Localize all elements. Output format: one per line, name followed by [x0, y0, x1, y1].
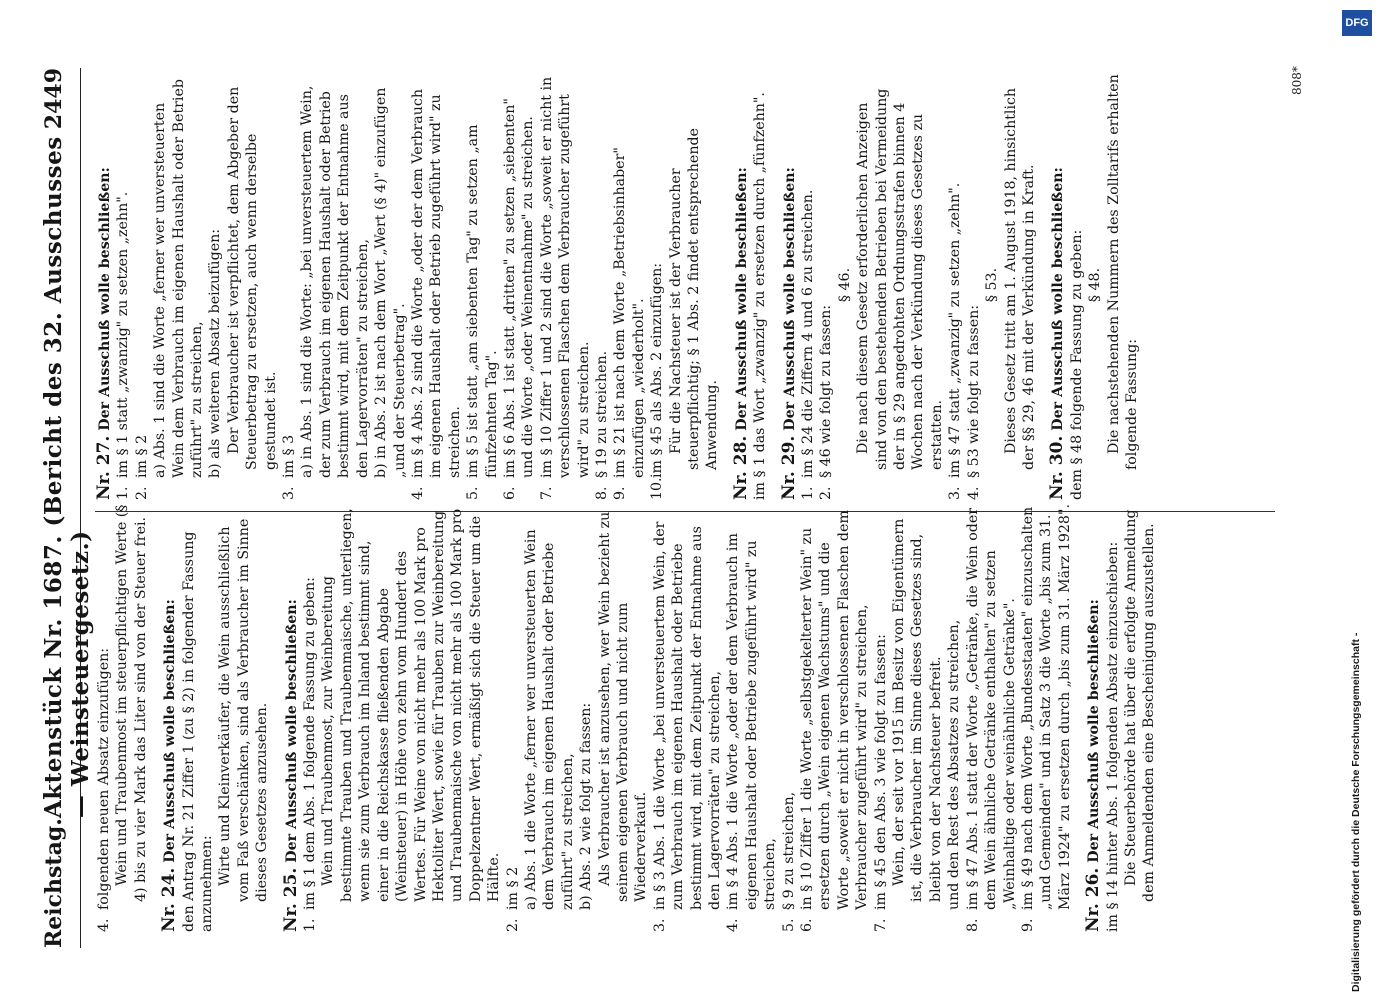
list-item: 5. § 9 zu streichen, [780, 502, 798, 932]
item-text: im § 47 statt „zwanzig" zu setzen „zehn". [947, 182, 964, 478]
section-number: Nr. 29. [778, 435, 799, 500]
section-intro: Der Ausschuß wolle beschließen: [97, 167, 113, 431]
item-text: im § 6 Abs. 1 ist statt „dritten" zu setzen „siebenten" und die Worte „oder Weinentnahme" zu streichen. [501, 98, 537, 478]
quote-text: Die nach diesem Gesetz erforderlichen Anzeigen sind von den bestehenden Betrieben bei Vermeidung der in § 29 angedrohten Ordnungsstrafen binnen 4 Wochen nach der Verkündung dieses Gesetzes zu erstatten. [855, 88, 945, 470]
item-text: im § 24 die Ziffern 4 und 6 zu streichen. [800, 189, 817, 478]
section-head [1084, 502, 1103, 932]
list-item: 5. im § 5 ist statt „am siebenten Tag" zu setzen „am fünfzehnten Tag". [464, 70, 501, 500]
list-item: 2. § 46 wie folgt zu fassen: [817, 70, 835, 500]
section-intro: Der Ausschuß wolle beschließen: [162, 599, 179, 863]
sub-item: a) in Abs. 1 sind die Worte: „bei unversteuertem Wein, der zum Verbrauch im eigenen Haushalt oder Betrieb bestimmt wird, mit dem Zeitpunkt der Entnahme aus den Lagervorräten" zu streichen, [299, 85, 371, 478]
section-number: Nr. 30. [1047, 435, 1068, 500]
section-head [780, 70, 799, 500]
left-column [95, 502, 1159, 932]
list-item: 4. im § 4 Abs. 2 sind die Worte „oder der dem Verbrauch im eigenen Haushalt oder Betrieb zugeführt wird" zu streichen. [409, 70, 464, 500]
item-text: im § 21 ist nach dem Worte „Betriebsinhaber" einzufügen „wiederholt". [612, 147, 647, 478]
sub-item: a) Abs. 1 sind die Worte „ferner wer unversteuerten Wein dem Verbrauch im eigenen Haushalt oder Betrieb zuführt" zu streichen, [152, 79, 206, 478]
item-text: im § 1 dem Abs. 1 folgende Fassung zu geben: [302, 577, 319, 910]
list-item: 2. im § 2 [133, 70, 151, 500]
item-text: § 53 wie folgt zu fassen: [965, 304, 982, 478]
side-note-text: Digitalisierung gefördert durch die Deutsche Forschungsgemeinschaft - [1350, 632, 1362, 992]
item-text: im § 2 [133, 434, 150, 478]
header-left: Reichstag. [41, 818, 67, 948]
quote-text: Wein und Traubenmost im steuerpflichtigen Werte (§ 4) bis zu vier Mark das Liter sind von der Steuer frei. [114, 504, 149, 902]
section-number: Nr. 28. [730, 435, 751, 500]
paragraph: den Antrag Nr. 21 Ziffer 1 (zu § 2) in folgender Fassung anzunehmen: [180, 531, 216, 932]
list-item: 8. § 19 zu streichen. [593, 70, 611, 500]
section-head [732, 70, 751, 500]
section-number: Nr. 27. [94, 435, 114, 500]
list-item: 6. im § 6 Abs. 1 ist statt „dritten" zu setzen „siebenten" und die Worte „oder Weinentnahme" zu streichen. [501, 70, 538, 500]
list-item: 8. im § 47 Abs. 1 statt der Worte „Getränke, die Wein oder dem Wein ähnliche Getränke enthalten" zu setzen „Weinhaltige oder weinähnliche Getränke". [964, 502, 1019, 932]
section-intro: Der Ausschuß wolle beschließen: [283, 599, 300, 863]
item-text: im § 3 [281, 434, 298, 478]
quote-text: Als Verbraucher ist anzusehen, wer Wein bezieht zu seinem eigenen Verbrauch und nicht zum Wiederverkauf. [596, 511, 650, 902]
paragraph-sign: § 48. [1087, 267, 1104, 303]
right-column [95, 70, 1141, 500]
sub-item: b) als weiteren Absatz beizufügen: [207, 228, 224, 478]
section-number: Nr. 25. [280, 867, 301, 932]
item-text: im § 45 als Abs. 2 einzufügen: [649, 262, 666, 478]
list-item: 4. im § 4 Abs. 1 die Worte „oder der dem Verbrauch im eigenen Haushalt oder Betriebe zugeführt wird" zu streichen, [724, 502, 779, 932]
paragraph: und den Rest des Absatzes zu streichen, [946, 619, 963, 910]
item-text: in § 3 Abs. 1 die Worte „bei unversteuertem Wein, der zum Verbrauch im eigenen Haushalt oder Betriebe bestimmt wird, mit dem Zeitpunkt der Entnahme aus den Lagervorräten" zu streichen, [651, 521, 723, 910]
item-number: 4. [96, 918, 112, 932]
list-item: 1. im § 24 die Ziffern 4 und 6 zu streichen. [799, 70, 817, 500]
item-text: § 46 wie folgt zu fassen: [818, 304, 835, 478]
paragraph: im § 14 hinter Abs. 1 folgenden Absatz einzuschieben: [1104, 541, 1121, 932]
dfg-logo-icon: DFG [1342, 10, 1372, 36]
paragraph-sign: § 46. [836, 267, 853, 303]
section-head [1048, 70, 1067, 500]
quote-text: Die nachstehenden Nummern des Zolltarifs erhalten folgende Fassung: [1105, 74, 1140, 470]
section-number: Nr. 26. [1083, 867, 1104, 932]
list-item: 7. im § 10 Ziffer 1 und 2 sind die Worte „soweit er nicht in verschlossenen Flaschen dem Verbraucher zugeführt wird" zu streichen. [538, 70, 593, 500]
sub-item: b) Abs. 2 wie folgt zu fassen: [578, 702, 595, 910]
quote-text: Wein, der seit vor 1915 im Besitz von Eigentümern ist, die Verbraucher im Sinne dieses Gesetzes sind, bleibt von der Nachsteuer befreit. [891, 518, 944, 902]
section-intro: Der Ausschuß wolle beschließen: [733, 167, 750, 431]
quote-text: Die Steuerbehörde hat über die erfolgte Anmeldung dem Anmeldenden eine Bescheinigung auszustellen. [1122, 509, 1158, 902]
list-item: 6. in § 10 Ziffer 1 die Worte „selbstgekelterter Wein" zu ersetzen durch „Wein eigenen Wachstums" und die Worte „soweit er nicht in verschlossenen Flaschen dem Verbraucher zugeführt wird" zu streichen, [798, 502, 872, 932]
item-text: im § 2 [504, 866, 521, 910]
item-text: im § 10 Ziffer 1 und 2 sind die Worte „soweit er nicht in verschlossenen Flaschen dem Verbraucher zugeführt wird" zu streichen. [538, 76, 592, 478]
list-item: 9. im § 21 ist nach dem Worte „Betriebsinhaber" einzufügen „wiederholt". [611, 70, 648, 500]
list-item: 9. im § 49 nach dem Worte „Bundesstaaten" einzuschalten „und Gemeinden" und in Satz 3 die Worte „bis zum 31. März 1924" zu ersetzen durch „bis zum 31. März 1928". [1019, 504, 1073, 932]
list-item: 4. § 53 wie folgt zu fassen: [965, 70, 983, 500]
quote-text: Der Verbraucher ist verpflichtet, dem Abgeber den Steuerbetrag zu ersetzen, auch wenn derselbe gestundet ist. [225, 86, 279, 470]
list-item: 1. im § 1 statt „zwanzig" zu setzen „zehn". [114, 70, 132, 500]
item-text: folgenden neuen Absatz einzufügen: [96, 647, 112, 910]
side-note [1328, 8, 1378, 993]
item-text: im § 5 ist statt „am siebenten Tag" zu setzen „am fünfzehnten Tag". [465, 124, 500, 478]
list-item: 3. im § 47 statt „zwanzig" zu setzen „zehn". [946, 70, 964, 500]
section-number: Nr. 24. [159, 867, 180, 932]
quote-text: Wirte und Kleinverkäufer, die Wein ausschließlich vom Faß verschänken, sind als Verbraucher im Sinne dieses Gesetzes anzusehen. [217, 518, 271, 902]
page-header [40, 68, 94, 948]
list-item: 10. im § 45 als Abs. 2 einzufügen: [648, 70, 666, 500]
sub-item: a) Abs. 1 die Worte „ferner wer unversteuerten Wein dem Verbrauch im eigenen Haushalt oder Betriebe zuführt" zu streichen, [522, 529, 576, 910]
quote-text: Für die Nachsteuer ist der Verbraucher steuerpflichtig; § 1 Abs. 2 findet entsprechende Anwendung. [667, 128, 721, 470]
paragraph: dem § 48 folgende Fassung zu geben: [1068, 229, 1085, 500]
page-number: 2449 [41, 68, 67, 130]
list-item: 7. im § 45 den Abs. 3 wie folgt zu fassen: [872, 502, 890, 932]
item-text: im § 47 Abs. 1 statt der Worte „Getränke, die Wein oder dem Wein ähnliche Getränke enthalten" zu setzen „Weinhaltige oder weinähnliche Getränke". [964, 507, 1018, 910]
section-head [95, 70, 114, 500]
list-item: 3. in § 3 Abs. 1 die Worte „bei unversteuertem Wein, der zum Verbrauch im eigenen Haushalt oder Betriebe bestimmt wird, mit dem Zeitpunkt der Entnahme aus den Lagervorräten" zu streichen, [651, 502, 725, 932]
list-item: 2. im § 2 [504, 502, 522, 932]
paragraph-sign: § 53. [984, 267, 1001, 303]
quote-text: Wein und Traubenmost, zur Weinbereitung bestimmte Trauben und Traubenmaische, unterliegen, wenn sie zum Verbrauch im Inland bestimmt sind, einer in die Reichskasse fließenden Abgabe (Weinsteuer) in Höhe von zehn vom Hundert des Wertes. Für Weine von nicht mehr als 100 Mark pro Hektoliter Wert, sowie für Trauben zur Weinbereitung und Traubenmaische von nicht mehr als 100 Mark pro Doppelzentner Wert, ermäßigt sich die Steuer um die Hälfte. [320, 508, 503, 902]
section-intro: Der Ausschuß wolle beschließen: [1050, 167, 1067, 431]
item-text: im § 4 Abs. 2 sind die Worte „oder der dem Verbrauch im eigenen Haushalt oder Betrieb zugeführt wird" zu streichen. [409, 89, 463, 478]
sub-item: b) in Abs. 2 ist nach dem Wort „Wert (§ 4)" einzufügen „und der Steuerbetrag". [373, 87, 408, 478]
paragraph: im § 1 das Wort „zwanzig" zu ersetzen durch „fünfzehn". [752, 92, 769, 500]
item-text: in § 10 Ziffer 1 die Worte „selbstgekelterter Wein" zu ersetzen durch „Wein eigenen Wachstums" und die Worte „soweit er nicht in verschlossenen Flaschen dem Verbraucher zugeführt wird" zu streichen, [799, 510, 871, 910]
section-intro: Der Ausschuß wolle beschließen: [781, 167, 798, 431]
item-text: im § 49 nach dem Worte „Bundesstaaten" einzuschalten „und Gemeinden" und in Satz 3 die Worte „bis zum 31. März 1924" zu ersetzen durch „bis zum 31. März 1928". [1019, 504, 1073, 910]
sheet-number: 808* [1290, 66, 1304, 95]
section-head [282, 502, 301, 932]
header-title: Aktenstück Nr. 1687. (Bericht des 32. Ausschusses — Weinsteuergesetz.) [40, 136, 94, 819]
item-text: im § 1 statt „zwanzig" zu setzen „zehn". [115, 191, 132, 478]
list-item [95, 502, 113, 932]
list-item: 3. im § 3 [280, 70, 298, 500]
item-text: § 9 zu streichen, [780, 791, 797, 910]
quote-text: Dieses Gesetz tritt am 1. August 1918, hinsichtlich der §§ 29, 46 mit der Verkündung in Kraft. [1002, 87, 1037, 470]
section-head [160, 502, 179, 932]
item-text: im § 4 Abs. 1 die Worte „oder der dem Verbrauch im eigenen Haushalt oder Betriebe zugeführt wird" zu streichen, [725, 533, 779, 910]
section-intro: Der Ausschuß wolle beschließen: [1086, 599, 1103, 863]
item-text: im § 45 den Abs. 3 wie folgt zu fassen: [872, 634, 889, 910]
list-item: 1. im § 1 dem Abs. 1 folgende Fassung zu geben: [301, 502, 319, 932]
item-text: § 19 zu streichen. [593, 350, 610, 478]
